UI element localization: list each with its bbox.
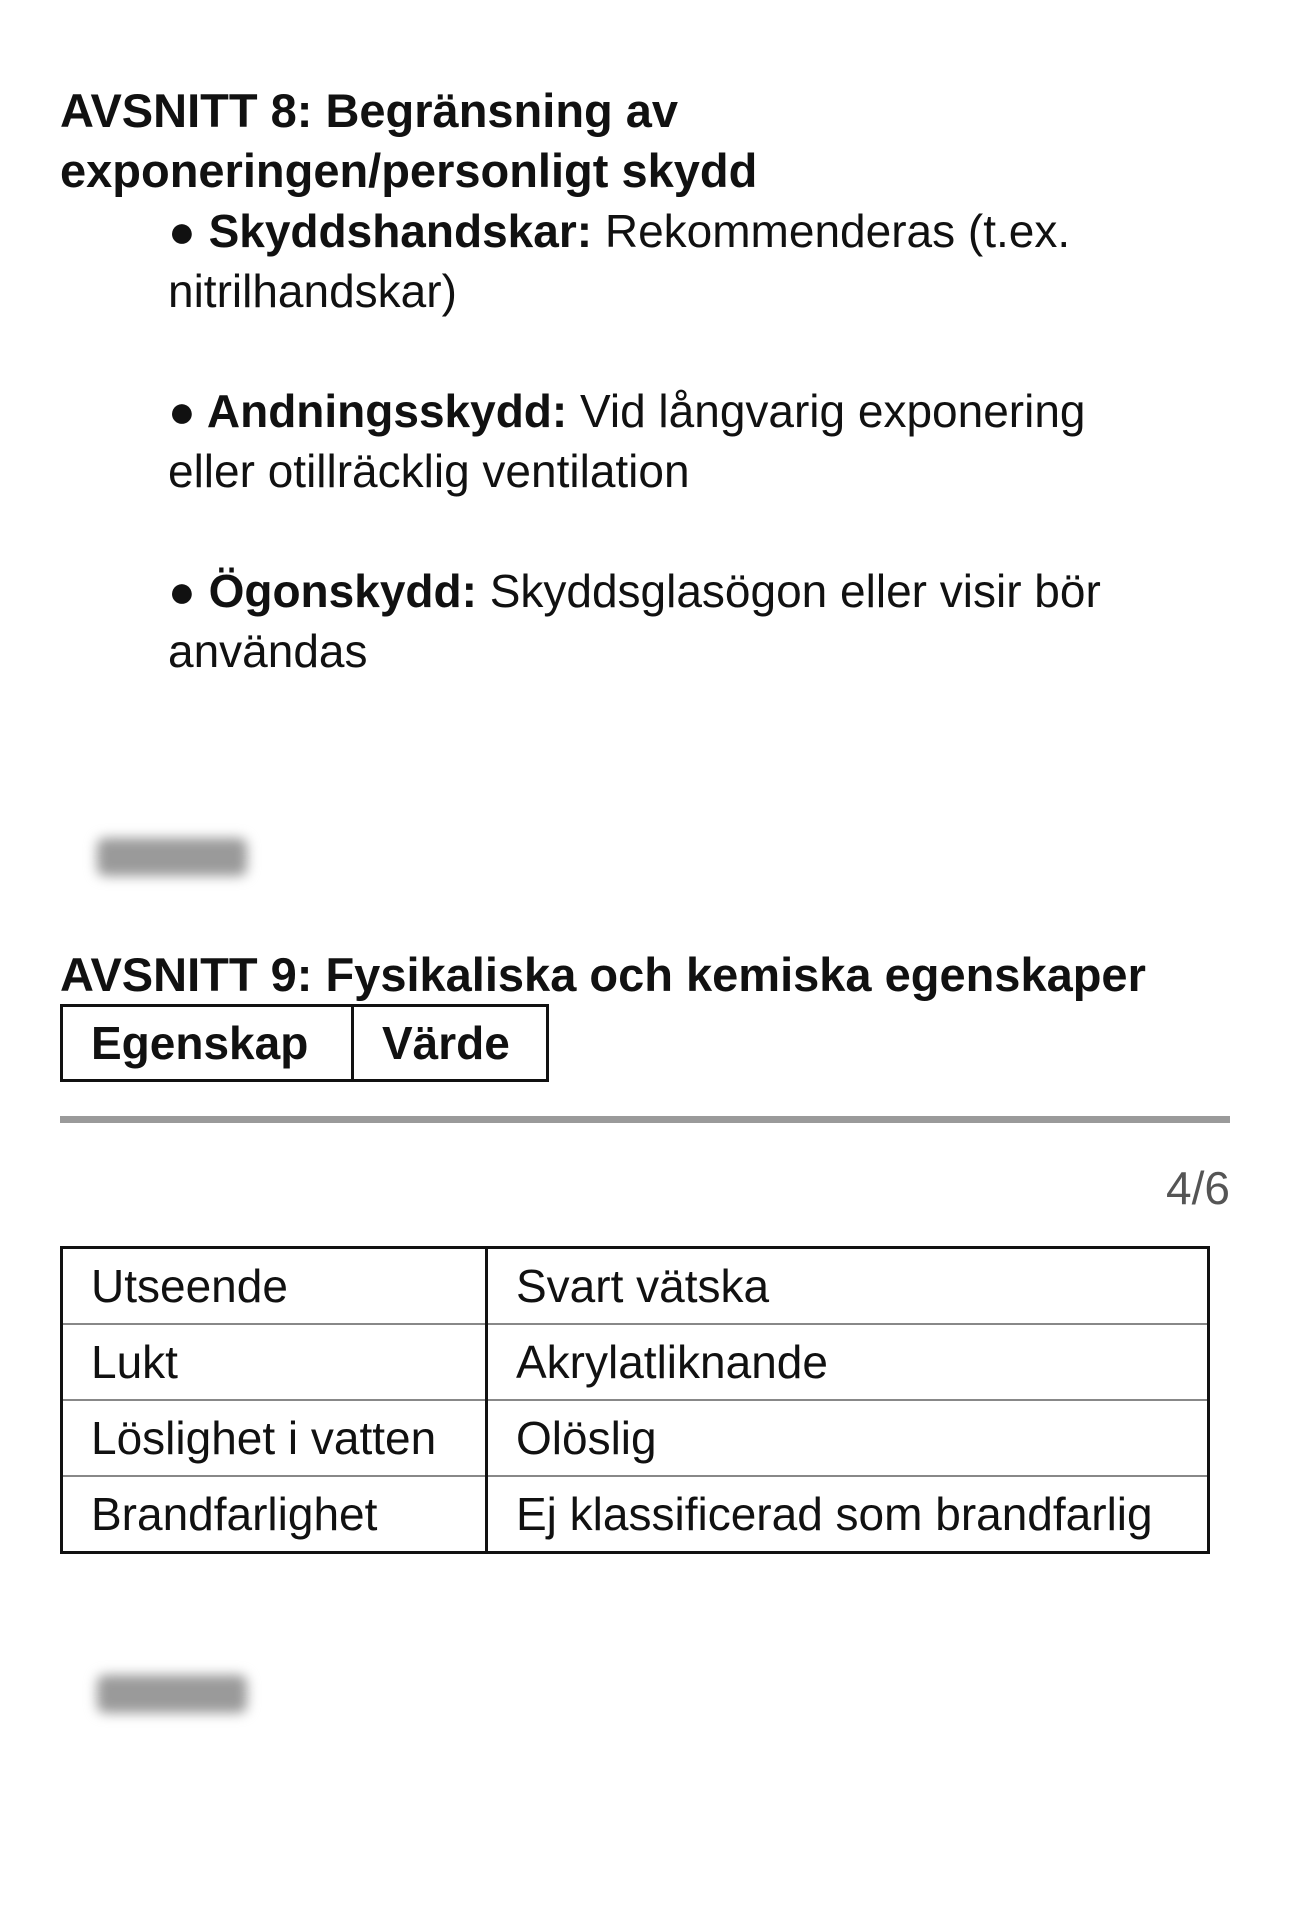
page-number: 4/6 <box>1166 1162 1230 1214</box>
redacted-block <box>97 838 247 876</box>
bullet-label: Ögonskydd: <box>208 565 477 617</box>
value-cell: Svart vätska <box>487 1248 1209 1325</box>
bullet-label: Skyddshandskar: <box>208 205 593 257</box>
value-cell: Akrylatliknande <box>487 1324 1209 1400</box>
section-9-heading: AVSNITT 9: Fysikaliska och kemiska egenskaper <box>60 948 1146 1001</box>
value-cell: Olöslig <box>487 1400 1209 1476</box>
page-divider <box>60 1116 1230 1123</box>
bullet-text: Rekommenderas (t.ex. nitrilhandskar) <box>168 205 1071 317</box>
bullet-text: Skyddsglasögon eller visir bör användas <box>168 565 1101 677</box>
list-item-protective-gloves <box>168 201 1168 321</box>
table-row <box>62 1400 1209 1476</box>
property-cell: Löslighet i vatten <box>62 1400 487 1476</box>
table-row <box>62 1476 1209 1553</box>
bullet-marker: ● <box>168 565 196 617</box>
column-header-value: Värde <box>353 1006 548 1081</box>
table-row <box>62 1248 1209 1325</box>
bullet-label: Andningsskydd: <box>206 385 568 437</box>
properties-table-header <box>60 1004 549 1082</box>
property-cell: Lukt <box>62 1324 487 1400</box>
bullet-marker: ● <box>168 385 196 437</box>
property-cell: Brandfarlighet <box>62 1476 487 1553</box>
property-cell: Utseende <box>62 1248 487 1325</box>
list-item-respiratory-protection <box>168 381 1168 501</box>
column-header-property: Egenskap <box>62 1006 353 1081</box>
value-cell: Ej klassificerad som brandfarlig <box>487 1476 1209 1553</box>
redacted-block <box>97 1675 247 1713</box>
section-8-heading: AVSNITT 8: Begränsning av exponeringen/personligt skydd <box>60 84 758 197</box>
table-header-row <box>62 1006 548 1081</box>
bullet-text: Vid långvarig exponering eller otillräcklig ventilation <box>168 385 1086 497</box>
properties-table <box>60 1246 1210 1554</box>
list-item-eye-protection <box>168 561 1168 681</box>
bullet-marker: ● <box>168 205 196 257</box>
table-row <box>62 1324 1209 1400</box>
